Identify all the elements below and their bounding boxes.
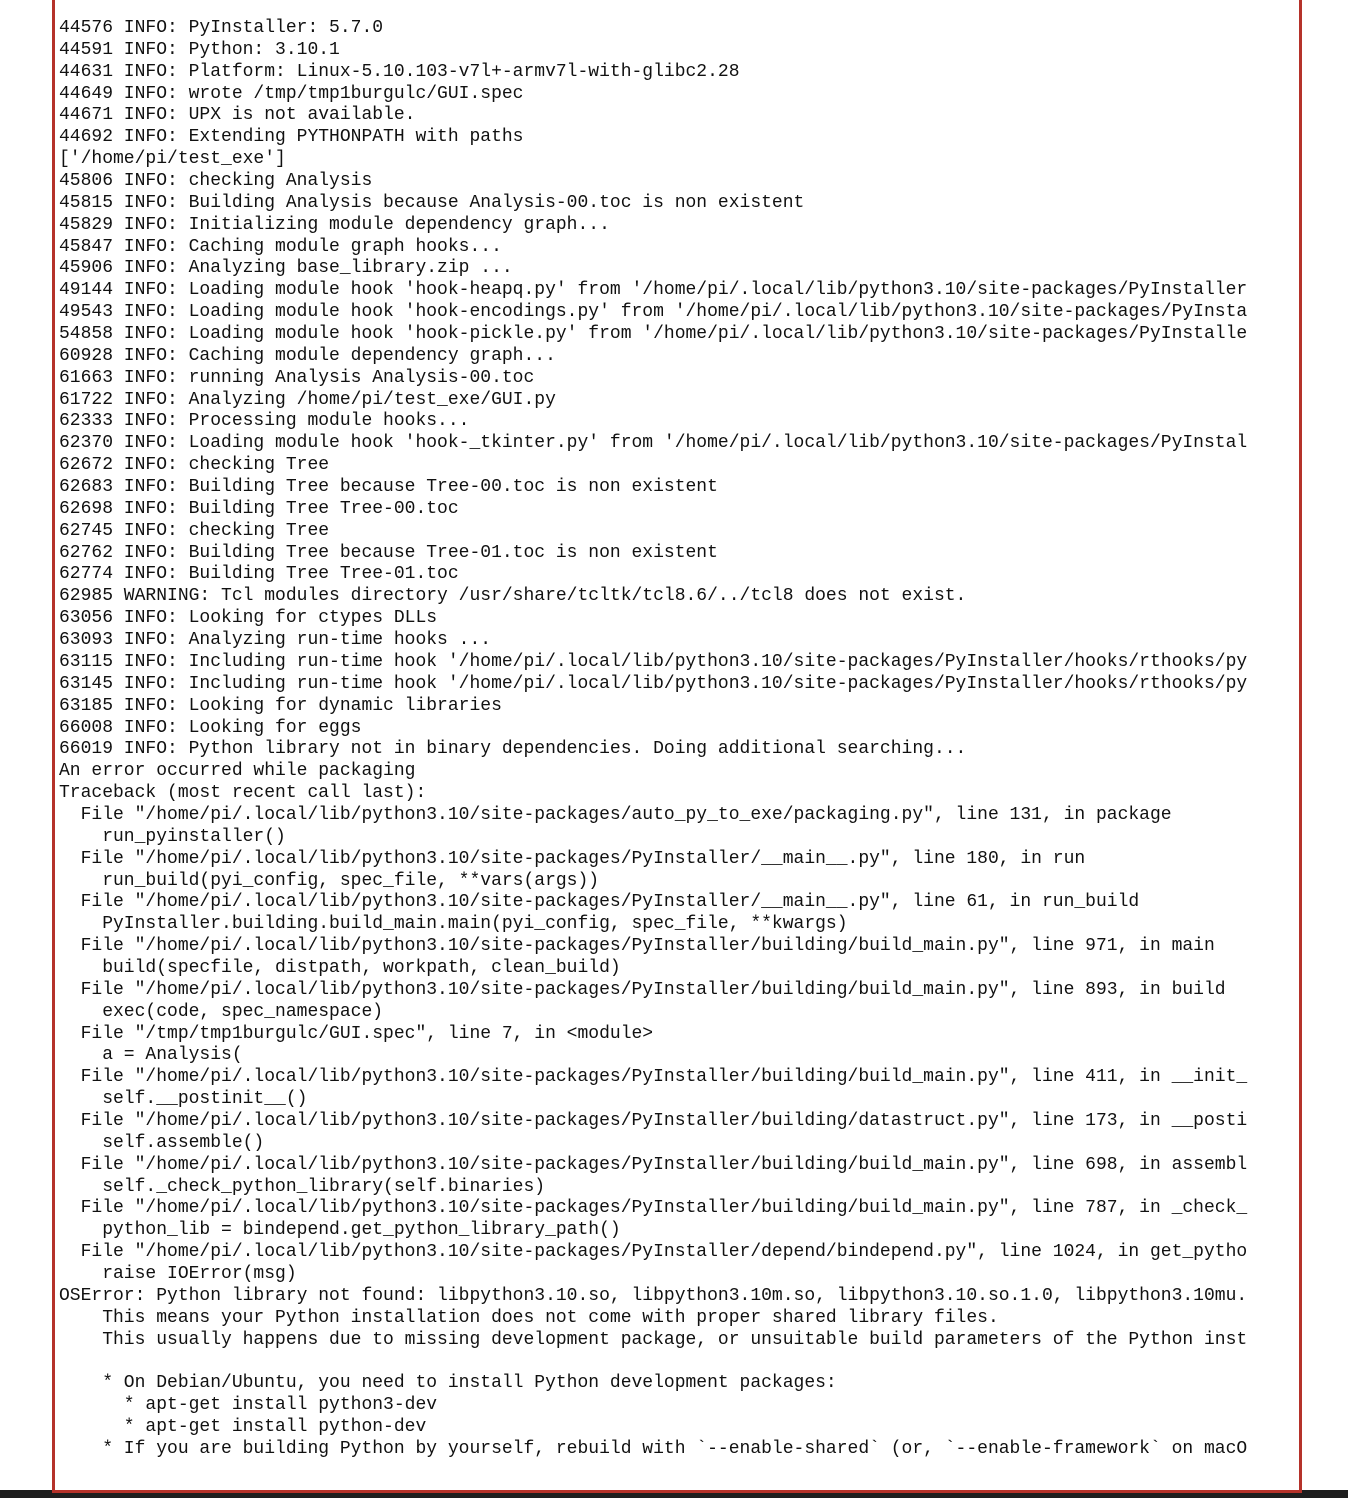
log-line: build(specfile, distpath, workpath, clean_build) xyxy=(59,957,621,978)
log-line: 45806 INFO: checking Analysis xyxy=(59,171,373,192)
log-line: 44671 INFO: UPX is not available. xyxy=(59,105,416,126)
log-line: 62745 INFO: checking Tree xyxy=(59,520,330,541)
log-line: 62774 INFO: Building Tree Tree-01.toc xyxy=(59,564,459,585)
log-line: exec(code, spec_namespace) xyxy=(59,1001,384,1022)
log-line: 44576 INFO: PyInstaller: 5.7.0 xyxy=(59,18,384,38)
log-line: File "/home/pi/.local/lib/python3.10/site-packages/PyInstaller/__main__.py", line 61, in run_build xyxy=(59,892,1140,913)
log-line: ['/home/pi/test_exe'] xyxy=(59,149,286,170)
log-line: This usually happens due to missing development package, or unsuitable build parameters of the Python inst xyxy=(59,1329,1248,1350)
log-line: 45906 INFO: Analyzing base_library.zip ... xyxy=(59,258,513,279)
log-line: 45815 INFO: Building Analysis because Analysis-00.toc is non existent xyxy=(59,192,805,213)
log-line: 63093 INFO: Analyzing run-time hooks ... xyxy=(59,630,492,651)
log-line: 62672 INFO: checking Tree xyxy=(59,455,330,476)
log-line: File "/home/pi/.local/lib/python3.10/site-packages/PyInstaller/building/build_main.py", line 893, in build xyxy=(59,979,1226,1000)
log-line: 62333 INFO: Processing module hooks... xyxy=(59,411,470,432)
log-line: * apt-get install python3-dev xyxy=(59,1395,438,1416)
log-line: self.__postinit__() xyxy=(59,1089,308,1110)
log-line: File "/home/pi/.local/lib/python3.10/site-packages/PyInstaller/__main__.py", line 180, in run xyxy=(59,848,1086,869)
log-line: An error occurred while packaging xyxy=(59,761,416,782)
log-line: 62762 INFO: Building Tree because Tree-01.toc is non existent xyxy=(59,542,718,563)
log-line: 61722 INFO: Analyzing /home/pi/test_exe/GUI.py xyxy=(59,389,556,410)
log-line: File "/home/pi/.local/lib/python3.10/site-packages/PyInstaller/building/datastruct.py", line 173, in __posti xyxy=(59,1110,1248,1131)
log-line: Traceback (most recent call last): xyxy=(59,783,427,804)
log-line: 63145 INFO: Including run-time hook '/home/pi/.local/lib/python3.10/site-packages/PyInstaller/hooks/rthooks/py xyxy=(59,673,1248,694)
log-line: 54858 INFO: Loading module hook 'hook-pickle.py' from '/home/pi/.local/lib/python3.10/site-packages/PyInstalle xyxy=(59,324,1248,345)
log-line: File "/home/pi/.local/lib/python3.10/site-packages/auto_py_to_exe/packaging.py", line 131, in package xyxy=(59,804,1172,825)
log-line: run_build(pyi_config, spec_file, **vars(args)) xyxy=(59,870,600,891)
log-line: 60928 INFO: Caching module dependency graph... xyxy=(59,345,556,366)
log-line: File "/home/pi/.local/lib/python3.10/site-packages/PyInstaller/building/build_main.py", line 411, in __init_ xyxy=(59,1067,1248,1088)
log-line: raise IOError(msg) xyxy=(59,1263,297,1284)
log-line: 62698 INFO: Building Tree Tree-00.toc xyxy=(59,498,459,519)
log-line: File "/home/pi/.local/lib/python3.10/site-packages/PyInstaller/building/build_main.py", line 787, in _check_ xyxy=(59,1198,1248,1219)
log-line: 44591 INFO: Python: 3.10.1 xyxy=(59,39,340,60)
log-line: a = Analysis( xyxy=(59,1045,243,1066)
log-line: File "/home/pi/.local/lib/python3.10/site-packages/PyInstaller/building/build_main.py", line 971, in main xyxy=(59,936,1215,957)
bottom-edge xyxy=(0,1490,1348,1498)
log-line: 44692 INFO: Extending PYTHONPATH with paths xyxy=(59,127,524,148)
log-line: OSError: Python library not found: libpython3.10.so, libpython3.10m.so, libpython3.10.so.1.0, libpython3.10mu. xyxy=(59,1285,1248,1306)
log-line: File "/home/pi/.local/lib/python3.10/site-packages/PyInstaller/building/build_main.py", line 698, in assembl xyxy=(59,1154,1248,1175)
log-line: 45829 INFO: Initializing module dependency graph... xyxy=(59,214,610,235)
log-line: 44631 INFO: Platform: Linux-5.10.103-v7l+-armv7l-with-glibc2.28 xyxy=(59,61,740,82)
log-line: This means your Python installation does not come with proper shared library files. xyxy=(59,1307,999,1328)
log-line: 45847 INFO: Caching module graph hooks... xyxy=(59,236,502,257)
console-output-panel[interactable] xyxy=(52,0,1302,1490)
log-line xyxy=(59,1351,1299,1373)
log-line: self._check_python_library(self.binaries) xyxy=(59,1176,546,1197)
log-line: File "/tmp/tmp1burgulc/GUI.spec", line 7, in <module> xyxy=(59,1023,654,1044)
log-line: * If you are building Python by yourself, rebuild with `--enable-shared` (or, `--enable-framework` on macO xyxy=(59,1438,1248,1459)
log-line: File "/home/pi/.local/lib/python3.10/site-packages/PyInstaller/depend/bindepend.py", line 1024, in get_pytho xyxy=(59,1242,1248,1263)
log-line: 63056 INFO: Looking for ctypes DLLs xyxy=(59,608,438,629)
console-output-text xyxy=(55,0,1299,1461)
log-line: 49543 INFO: Loading module hook 'hook-encodings.py' from '/home/pi/.local/lib/python3.10/site-packages/PyInsta xyxy=(59,302,1248,323)
log-line: 63185 INFO: Looking for dynamic libraries xyxy=(59,695,502,716)
log-line: 49144 INFO: Loading module hook 'hook-heapq.py' from '/home/pi/.local/lib/python3.10/site-packages/PyInstaller xyxy=(59,280,1248,301)
log-line: run_pyinstaller() xyxy=(59,826,286,847)
log-line: 62683 INFO: Building Tree because Tree-00.toc is non existent xyxy=(59,477,718,498)
log-line: * On Debian/Ubuntu, you need to install Python development packages: xyxy=(59,1373,837,1394)
log-line: python_lib = bindepend.get_python_library_path() xyxy=(59,1220,621,1241)
log-line: PyInstaller.building.build_main.main(pyi_config, spec_file, **kwargs) xyxy=(59,914,848,935)
log-line: 44649 INFO: wrote /tmp/tmp1burgulc/GUI.spec xyxy=(59,83,524,104)
log-line: 61663 INFO: running Analysis Analysis-00.toc xyxy=(59,367,535,388)
log-line: 66008 INFO: Looking for eggs xyxy=(59,717,362,738)
log-line: 63115 INFO: Including run-time hook '/home/pi/.local/lib/python3.10/site-packages/PyInstaller/hooks/rthooks/py xyxy=(59,651,1248,672)
log-line: self.assemble() xyxy=(59,1132,265,1153)
log-line: * apt-get install python-dev xyxy=(59,1417,427,1437)
log-line: 62370 INFO: Loading module hook 'hook-_tkinter.py' from '/home/pi/.local/lib/python3.10/site-packages/PyInstal xyxy=(59,433,1248,454)
log-line: 66019 INFO: Python library not in binary dependencies. Doing additional searching... xyxy=(59,739,967,760)
log-line: 62985 WARNING: Tcl modules directory /usr/share/tcltk/tcl8.6/../tcl8 does not exist. xyxy=(59,586,967,607)
